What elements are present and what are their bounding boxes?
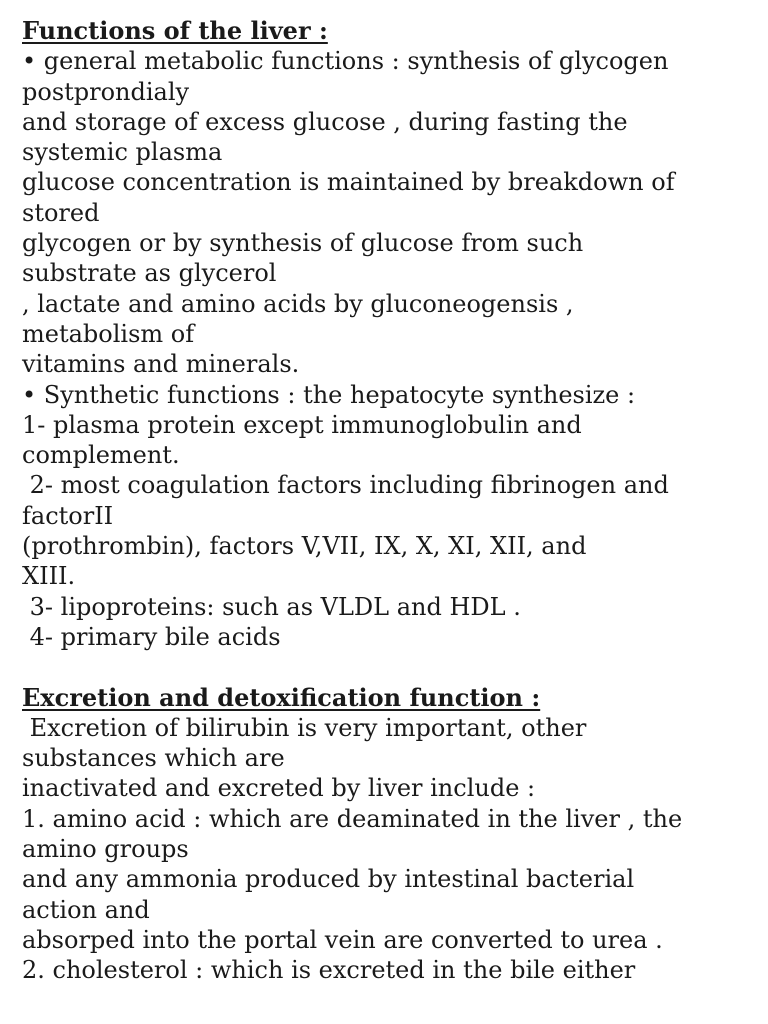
text-line: 4- primary bile acids <box>22 622 281 651</box>
text-line: , lactate and amino acids by gluconeogensis , <box>22 289 574 318</box>
text-line: XIII. <box>22 562 76 591</box>
text-line: vitamins and minerals. <box>22 350 300 379</box>
text-line: systemic plasma <box>22 138 223 167</box>
text-line: substrate as glycerol <box>22 259 277 288</box>
text-line: absorped into the portal vein are converted to urea . <box>22 925 663 954</box>
text-line: substances which are <box>22 744 285 773</box>
document-page <box>22 16 752 986</box>
text-line: inactivated and excreted by liver include : <box>22 774 536 803</box>
text-line: metabolism of <box>22 319 195 348</box>
text-line: • general metabolic functions : synthesis of glycogen <box>22 47 669 76</box>
text-line: action and <box>22 895 150 924</box>
text-line: glucose concentration is maintained by breakdown of <box>22 168 675 197</box>
text-line: factorII <box>22 501 114 530</box>
section-heading-liver-functions: Functions of the liver : <box>22 16 328 45</box>
section-heading-excretion: Excretion and detoxification function : <box>22 682 541 712</box>
text-line: postprondialy <box>22 77 190 106</box>
text-line: complement. <box>22 441 180 470</box>
text-line: glycogen or by synthesis of glucose from such <box>22 229 584 258</box>
text-line: 1. amino acid : which are deaminated in the liver , the <box>22 804 683 833</box>
text-line: 3- lipoproteins: such as VLDL and HDL . <box>22 592 521 621</box>
text-line: and any ammonia produced by intestinal bacterial <box>22 865 635 894</box>
text-line: and storage of excess glucose , during fasting the <box>22 107 628 136</box>
text-line: • Synthetic functions : the hepatocyte synthesize : <box>22 380 636 409</box>
text-line: 1- plasma protein except immunoglobulin and <box>22 410 582 439</box>
text-line: (prothrombin), factors V,VII, IX, X, XI, XII, and <box>22 532 587 561</box>
text-line: Excretion of bilirubin is very important, other <box>22 713 587 742</box>
text-line: stored <box>22 198 100 227</box>
text-line: 2. cholesterol : which is excreted in the bile either <box>22 956 636 985</box>
paragraph-gap <box>22 652 752 682</box>
text-line: 2- most coagulation factors including fibrinogen and <box>22 471 669 500</box>
text-line: amino groups <box>22 835 189 864</box>
